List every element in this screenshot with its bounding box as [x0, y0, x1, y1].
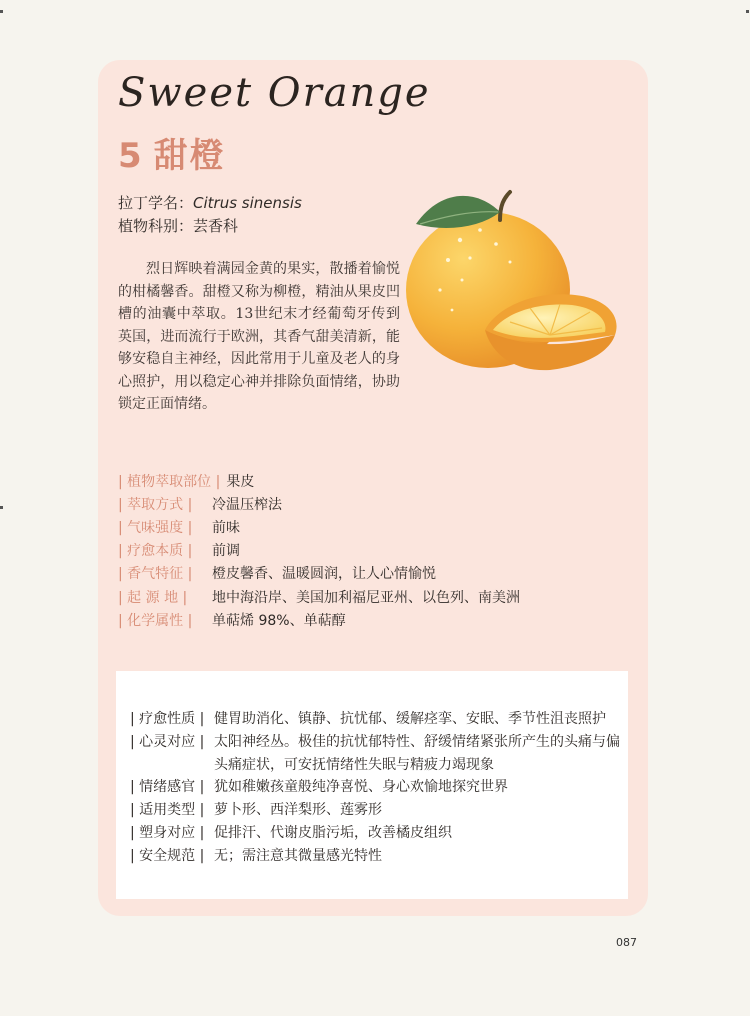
detail-row — [130, 799, 622, 822]
property-value: 冷温压榨法 — [212, 496, 282, 513]
property-key: | 萃取方式 | — [118, 496, 193, 513]
detail-row — [130, 822, 622, 845]
detail-row — [130, 731, 622, 777]
crop-mark — [746, 10, 749, 13]
detail-value: 无；需注意其微量感光特性 — [214, 847, 382, 864]
detail-key: | 情绪感官 | — [130, 779, 205, 796]
property-value: 地中海沿岸、美国加利福尼亚州、以色列、南美洲 — [212, 589, 520, 606]
intro-paragraph: 烈日辉映着满园金黄的果实，散播着愉悦的柑橘馨香。甜橙又称为柳橙，精油从果皮凹槽的油囊中萃取。13世纪末才经葡萄牙传到英国，进而流行于欧洲，其香气甜美清新，能够安稳自主神经，因此常用于儿童及老人的身心照护，用以稳定心神并排除负面情绪，协助锁定正面情绪。 — [118, 261, 400, 412]
property-row — [118, 608, 618, 631]
property-row — [118, 492, 618, 515]
detail-value: 健胃助消化、镇静、抗忧郁、缓解痉挛、安眠、季节性沮丧照护 — [214, 711, 606, 727]
detail-key: | 适用类型 | — [130, 802, 205, 819]
detail-key: | 心灵对应 | — [130, 733, 205, 750]
orange-illustration-icon — [400, 180, 630, 405]
property-row — [118, 539, 618, 562]
detail-key: | 塑身对应 | — [130, 824, 205, 841]
latin-name-label: 拉丁学名： — [118, 194, 194, 212]
page-number: 087 — [616, 936, 637, 949]
property-value: 前味 — [212, 519, 240, 536]
property-key: | 疗愈本质 | — [118, 543, 193, 560]
property-value: 前调 — [212, 543, 240, 560]
property-key: | 起 源 地 | — [118, 589, 188, 606]
property-value: 单萜烯 98%、单萜醇 — [212, 612, 346, 629]
detail-row — [130, 776, 622, 799]
plant-family-label: 植物科别： — [118, 217, 194, 235]
detail-row — [130, 708, 622, 731]
detail-row — [130, 845, 622, 868]
latin-name-line — [118, 192, 302, 213]
crop-mark — [0, 506, 3, 509]
plant-family-value: 芸香科 — [193, 217, 239, 235]
property-row — [118, 469, 618, 492]
detail-value: 犹如稚嫩孩童般纯净喜悦、身心欢愉地探究世界 — [214, 779, 508, 796]
property-value: 果皮 — [226, 473, 255, 490]
detail-value: 萝卜形、西洋梨形、莲雾形 — [214, 802, 382, 819]
property-row — [118, 585, 618, 608]
property-key: | 植物萃取部位 | — [118, 473, 221, 490]
page-title — [118, 128, 236, 177]
property-key: | 香气特征 | — [118, 566, 193, 583]
detail-value: 太阳神经丛。极佳的抗忧郁特性、舒缓情绪紧张所产生的头痛与偏头痛症状，可安抚情绪性失眠与精疲力竭现象 — [214, 733, 620, 773]
latin-name-value: Citrus sinensis — [193, 194, 302, 212]
property-value: 橙皮馨香、温暖圆润，让人心情愉悦 — [212, 566, 436, 583]
plant-family-line — [118, 215, 238, 236]
property-key: | 化学属性 | — [118, 612, 193, 629]
property-row — [118, 562, 618, 585]
details-list — [130, 708, 622, 868]
detail-key: | 安全规范 | — [130, 847, 205, 864]
detail-key: | 疗愈性质 | — [130, 711, 205, 727]
english-title: Sweet Orange — [118, 70, 431, 116]
entry-number: 5 — [118, 136, 144, 176]
detail-value: 促排汗、代谢皮脂污垢，改善橘皮组织 — [214, 824, 452, 841]
property-row — [118, 515, 618, 538]
chinese-title: 甜橙 — [153, 136, 226, 176]
properties-list — [118, 469, 618, 631]
property-key: | 气味强度 | — [118, 519, 193, 536]
crop-mark — [0, 10, 3, 13]
